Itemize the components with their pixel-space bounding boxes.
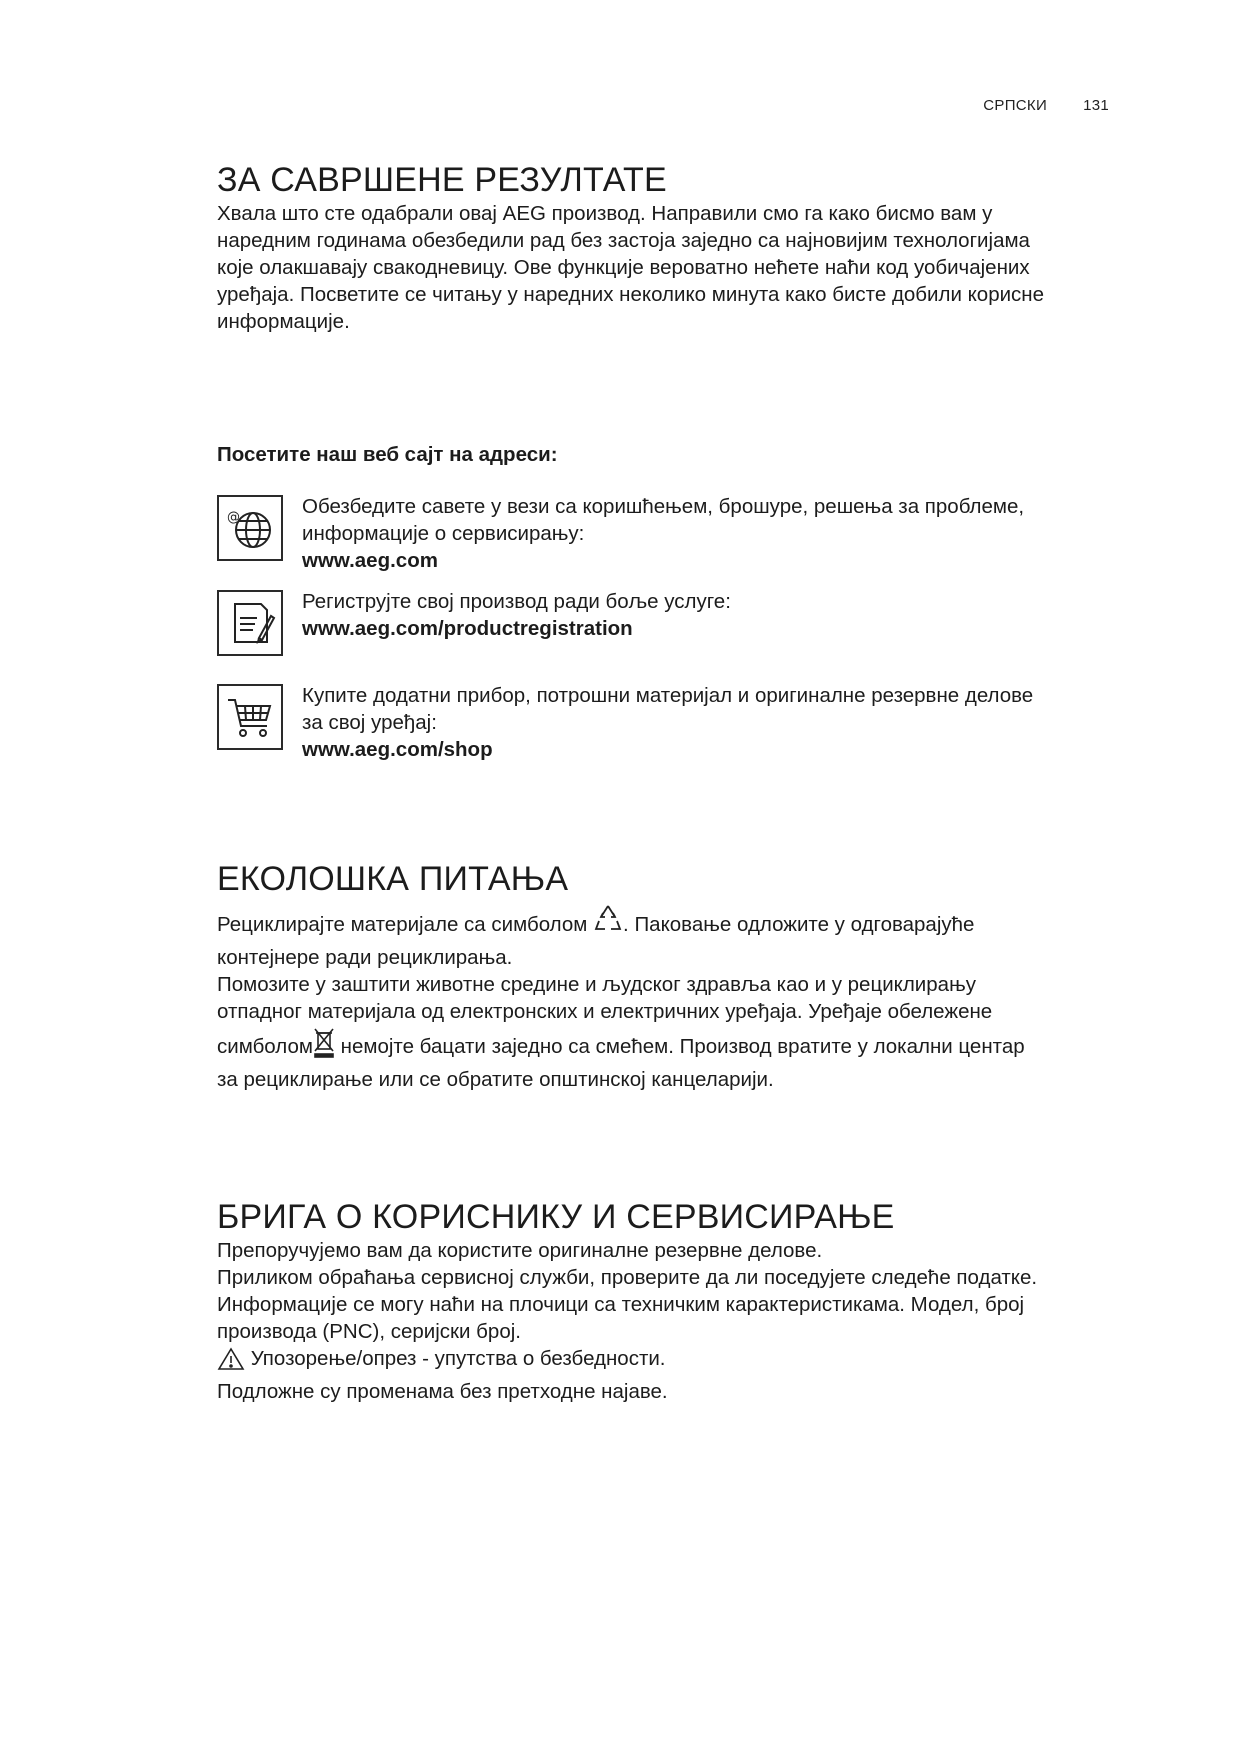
link-description: Обезбедите савете у вези са коришћењем, брошуре, решења за проблеме,: [302, 495, 1025, 518]
care-text: Приликом обраћања сервисној служби, проверите да ли поседујете следеће податке.: [217, 1266, 1038, 1289]
intro-section: [217, 160, 1117, 335]
recycle-icon: [593, 903, 623, 944]
svg-text:@: @: [227, 510, 240, 525]
link-text: [302, 588, 1117, 642]
visit-section: [217, 443, 1117, 763]
care-warning-text: Упозорење/опрез - упутства о безбедности.: [250, 1347, 666, 1370]
care-section: [217, 1197, 1117, 1405]
eco-text: за рециклирање или се обратите општинској канцеларији.: [217, 1068, 774, 1091]
page-content: [217, 160, 1117, 1405]
link-product-registration[interactable]: www.aeg.com/productregistration: [302, 617, 633, 640]
warning-icon: [217, 1347, 245, 1378]
eco-section: [217, 859, 1117, 1093]
care-text: Препоручујемо вам да користите оригиналне резервне делове.: [217, 1239, 823, 1262]
link-item-info: [217, 493, 1117, 574]
link-description: Купите додатни прибор, потрошни материјал и оригиналне резервне делове: [302, 684, 1034, 707]
care-paragraph: [217, 1237, 1117, 1405]
care-title: БРИГА О КОРИСНИКУ И СЕРВИСИРАЊЕ: [217, 1198, 895, 1236]
intro-line: које олакшавају свакодневицу. Ове функције вероватно нећете наћи код уобичајених: [217, 256, 1030, 279]
header-language: СРПСКИ: [983, 97, 1048, 114]
intro-line: информације.: [217, 310, 350, 333]
page-header: [983, 97, 1109, 114]
link-aeg-com[interactable]: www.aeg.com: [302, 549, 438, 572]
eco-text: отпадног материјала од електронских и електричних уређаја. Уређаје обележене: [217, 1000, 993, 1023]
eco-text: . Паковање одложите у одговарајуће: [623, 913, 975, 936]
care-text: производа (PNC), серијски број.: [217, 1320, 521, 1343]
eco-text: Помозите у заштити животне средине и људског здравља као и у рециклирању: [217, 973, 976, 996]
shopping-cart-icon: [217, 684, 283, 750]
eco-text: Рециклирајте материјале са симболом: [217, 913, 594, 936]
globe-icon: [217, 495, 283, 561]
registration-icon: [217, 590, 283, 656]
link-text: [302, 493, 1117, 574]
link-list: [217, 493, 1117, 763]
eco-text: немојте бацати заједно са смећем. Производ вратите у локални центар: [334, 1035, 1025, 1058]
link-description: Региструјте свој производ ради боље услуге:: [302, 590, 731, 613]
eco-text: симболом: [217, 1035, 313, 1058]
care-text: Подложне су променама без претходне најаве.: [217, 1380, 668, 1403]
link-shop[interactable]: www.aeg.com/shop: [302, 738, 493, 761]
intro-title: ЗА САВРШЕНЕ РЕЗУЛТАТЕ: [217, 161, 667, 199]
eco-paragraph: [217, 903, 1117, 1093]
intro-line: наредним годинама обезбедили рад без застоја заједно са најновијим технологијама: [217, 229, 1030, 252]
care-text: Информације се могу наћи на плочици са техничким карактеристикама. Модел, број: [217, 1293, 1025, 1316]
weee-bin-icon: [313, 1027, 335, 1066]
eco-title: ЕКОЛОШКА ПИТАЊА: [217, 860, 569, 898]
page-number: 131: [1083, 97, 1109, 114]
link-item-shop: [217, 682, 1117, 763]
intro-line: Хвала што сте одабрали овај AEG производ. Направили смо га како бисмо вам у: [217, 202, 993, 225]
link-description: информације о сервисирању:: [302, 522, 585, 545]
intro-paragraph: [217, 200, 1117, 335]
visit-heading: Посетите наш веб сајт на адреси:: [217, 443, 558, 466]
intro-line: уређаја. Посветите се читању у наредних неколико минута како бисте добили корисне: [217, 283, 1045, 306]
eco-text: контејнере ради рециклирања.: [217, 946, 513, 969]
link-description: за свој уређај:: [302, 711, 437, 734]
link-text: [302, 682, 1117, 763]
link-item-registration: [217, 588, 1117, 656]
